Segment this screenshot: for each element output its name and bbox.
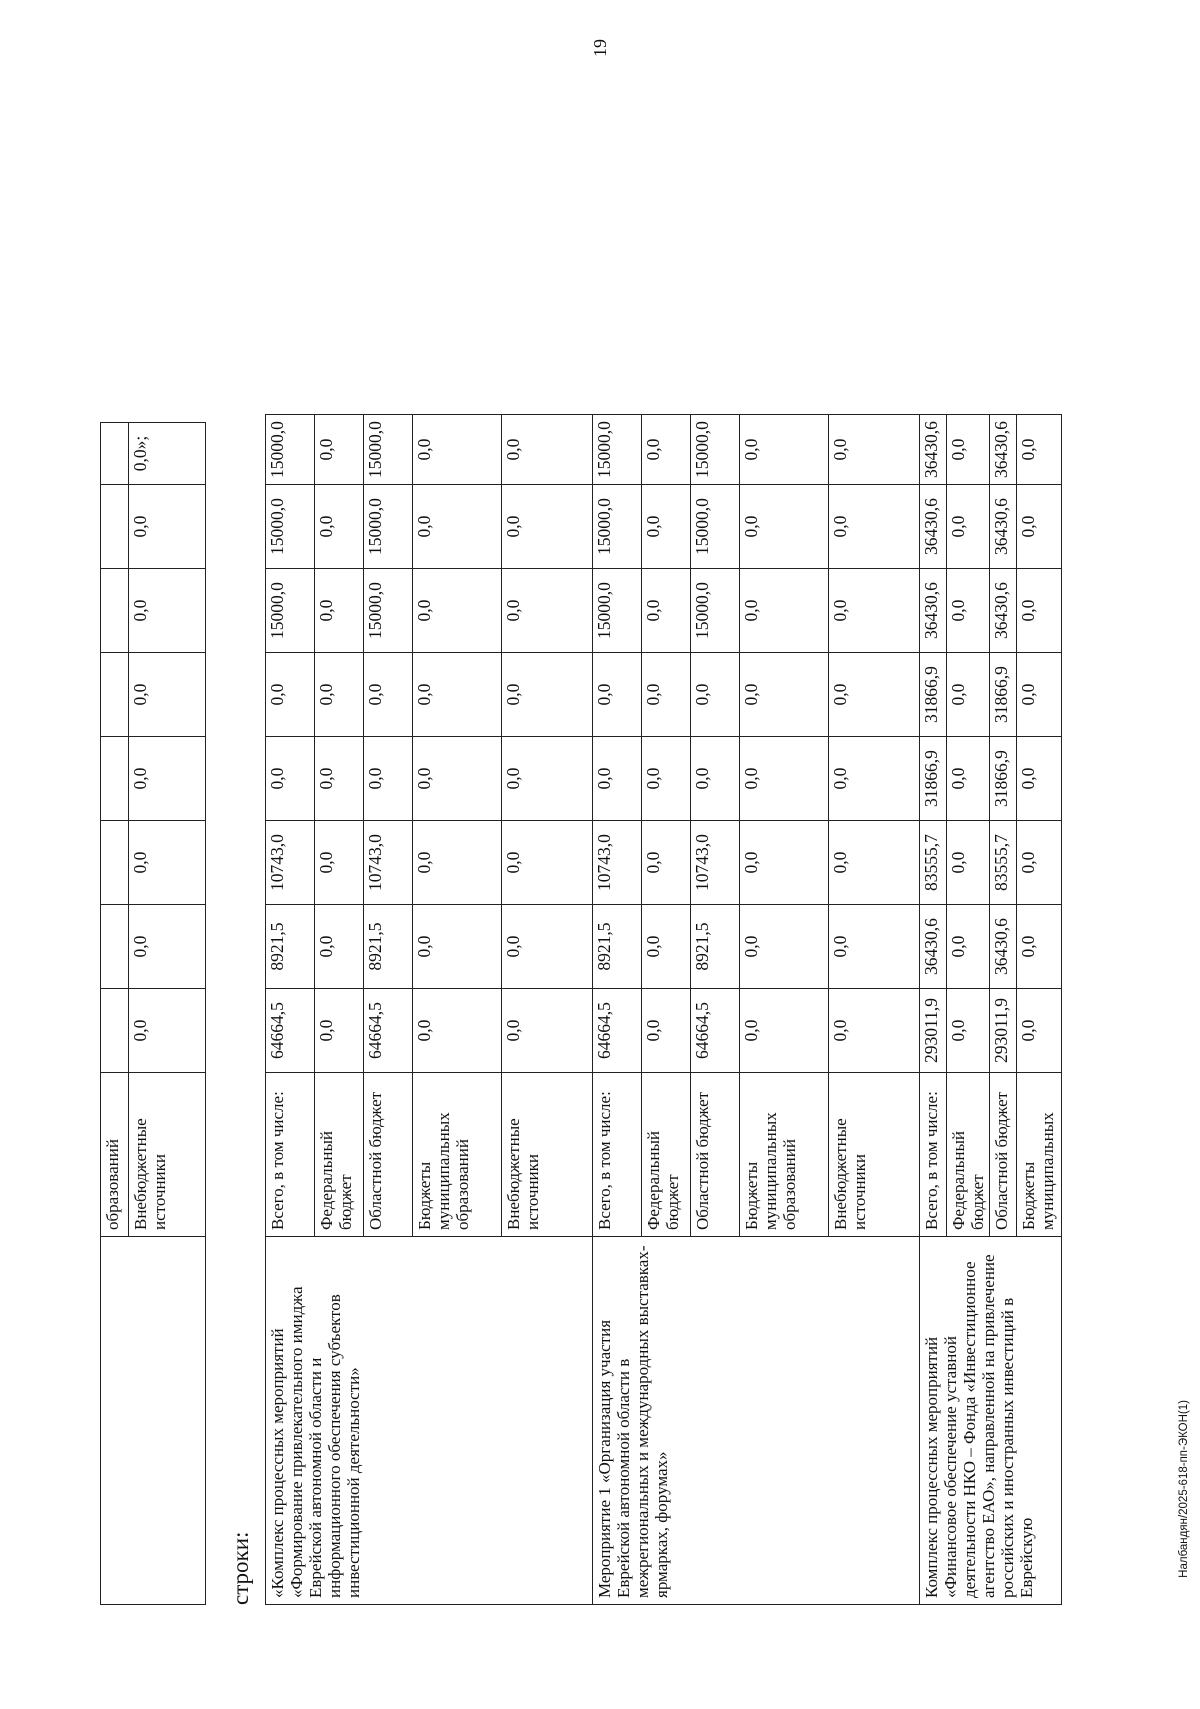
- value-cell: 0,0: [413, 989, 502, 1073]
- value-cell: 83555,7: [920, 821, 947, 905]
- value-cell: 36430,6: [920, 485, 947, 569]
- funding-source-cell: Внебюджетные источники: [502, 1073, 593, 1237]
- value-cell: 0,0: [593, 653, 642, 737]
- funding-source-cell: Областной бюджет: [364, 1073, 413, 1237]
- value-cell: 0,0: [413, 821, 502, 905]
- value-cell: 0,0: [947, 989, 990, 1073]
- value-cell: 10743,0: [266, 821, 315, 905]
- value-cell: 64664,5: [364, 989, 413, 1073]
- value-cell: 0,0: [947, 485, 990, 569]
- footer-document-code: Налбандян/2025-618-пп-ЭКОН(1): [1178, 1400, 1190, 1578]
- value-cell: 0,0: [502, 905, 593, 989]
- value-cell: 0,0: [829, 415, 920, 485]
- value-cell: 0,0: [947, 905, 990, 989]
- value-cell: 15000,0: [691, 415, 740, 485]
- value-cell: 0,0: [829, 569, 920, 653]
- value-cell: 0,0: [947, 737, 990, 821]
- funding-source-cell: Федеральный бюджет: [947, 1073, 990, 1237]
- value-cell: 36430,6: [990, 485, 1017, 569]
- table-row: [593, 415, 642, 1605]
- value-cell: 0,0: [413, 569, 502, 653]
- value-cell: 0,0: [593, 737, 642, 821]
- value-cell: 0,0: [413, 485, 502, 569]
- value-cell: 15000,0: [266, 569, 315, 653]
- value-cell: 15000,0: [691, 569, 740, 653]
- value-cell: 10743,0: [364, 821, 413, 905]
- empty-cell: [101, 1237, 206, 1605]
- value-cell: 0,0: [315, 737, 364, 821]
- measure-title-cell: Комплекс процессных мероприятий «Финансовое обеспечение уставной деятельности НКО – Фонда «Инвестиционное агентство ЕАО», направленной на привлечение российских и иностранных инвестиций в Еврейскую: [920, 1237, 1062, 1605]
- measure-title-cell: Мероприятие 1 «Организация участия Еврейской автономной области в межрегиональных и международных выставках-ярмарках, форумах»: [593, 1237, 920, 1605]
- value-cell: 0,0: [642, 737, 691, 821]
- value-cell: 36430,6: [920, 905, 947, 989]
- value-cell: 36430,6: [920, 569, 947, 653]
- value-cell: 64664,5: [593, 989, 642, 1073]
- value-cell: 293011,9: [920, 989, 947, 1073]
- value-cell: 0,0: [1017, 737, 1062, 821]
- value-cell: 0,0: [502, 821, 593, 905]
- value-cell: 0,0: [1017, 821, 1062, 905]
- value-cell: 0,0: [315, 653, 364, 737]
- value-cell: 0,0: [642, 821, 691, 905]
- value-cell: 31866,9: [990, 737, 1017, 821]
- source-cell: образований: [101, 1073, 129, 1237]
- value-cell: 0,0: [740, 989, 829, 1073]
- value-cell: 0,0: [642, 415, 691, 485]
- value-cell: 15000,0: [593, 569, 642, 653]
- value-cell: 0,0: [740, 653, 829, 737]
- value-cell: 0,0: [502, 485, 593, 569]
- value-cell: 0,0: [315, 485, 364, 569]
- funding-source-cell: Областной бюджет: [990, 1073, 1017, 1237]
- value-cell: 0,0: [642, 569, 691, 653]
- table-row: [920, 415, 947, 1605]
- value-cell: 0,0: [829, 485, 920, 569]
- rotated-page-content: [100, 85, 1130, 1605]
- value-cell: 0,0: [947, 653, 990, 737]
- value-cell: 0,0: [1017, 653, 1062, 737]
- value-cell: 0,0: [829, 989, 920, 1073]
- value-cell: 0,0: [1017, 989, 1062, 1073]
- value-cell: 0,0: [315, 415, 364, 485]
- funding-source-cell: Федеральный бюджет: [315, 1073, 364, 1237]
- value-cell: 0,0: [315, 989, 364, 1073]
- value-cell: 0,0: [740, 905, 829, 989]
- value-cell: 15000,0: [364, 415, 413, 485]
- value-cell: 0,0: [829, 737, 920, 821]
- value-cell: 0,0: [1017, 415, 1062, 485]
- value-cell: 0,0: [364, 737, 413, 821]
- measure-title-cell: «Комплекс процессных мероприятий «Формирование привлекательного имиджа Еврейской автономной области и информационного обеспечения субъектов инвестиционной деятельности»: [266, 1237, 593, 1605]
- value-cell: 0,0: [1017, 485, 1062, 569]
- value-cell: 0,0: [128, 737, 205, 821]
- value-cell: 0,0: [829, 653, 920, 737]
- value-cell: 0,0: [502, 415, 593, 485]
- value-cell: 31866,9: [920, 653, 947, 737]
- value-cell: 0,0: [502, 737, 593, 821]
- value-cell: 0,0: [740, 415, 829, 485]
- funding-source-cell: Бюджеты муниципальных образований: [413, 1073, 502, 1237]
- continuation-table: [100, 422, 206, 1605]
- value-cell: 0,0: [1017, 905, 1062, 989]
- value-cell: 0,0: [413, 737, 502, 821]
- value-cell: 0,0: [266, 737, 315, 821]
- funding-source-cell: Всего, в том числе:: [593, 1073, 642, 1237]
- value-cell: 0,0: [947, 415, 990, 485]
- value-cell: 0,0: [642, 653, 691, 737]
- value-cell: 15000,0: [593, 485, 642, 569]
- value-cell: 0,0: [128, 653, 205, 737]
- value-cell: 0,0: [128, 485, 205, 569]
- value-cell: 0,0: [1017, 569, 1062, 653]
- value-cell: 0,0: [502, 989, 593, 1073]
- source-cell: Внебюджетные источники: [128, 1073, 205, 1237]
- value-cell: 0,0: [315, 569, 364, 653]
- funding-source-cell: Всего, в том числе:: [266, 1073, 315, 1237]
- table-row: [266, 415, 315, 1605]
- value-cell: 15000,0: [691, 485, 740, 569]
- value-cell: 15000,0: [266, 415, 315, 485]
- value-cell: 64664,5: [691, 989, 740, 1073]
- value-cell: 0,0: [740, 485, 829, 569]
- funding-source-cell: Бюджеты муниципальных образований: [740, 1073, 829, 1237]
- value-cell: 0,0: [128, 821, 205, 905]
- value-cell: 8921,5: [364, 905, 413, 989]
- funding-source-cell: Всего, в том числе:: [920, 1073, 947, 1237]
- value-cell: 0,0: [642, 989, 691, 1073]
- value-cell: 15000,0: [266, 485, 315, 569]
- value-cell: 0,0: [642, 905, 691, 989]
- funding-table: [265, 414, 1062, 1605]
- value-cell: 83555,7: [990, 821, 1017, 905]
- value-cell: 0,0: [128, 989, 205, 1073]
- value-cell: 8921,5: [691, 905, 740, 989]
- value-cell: 36430,6: [990, 905, 1017, 989]
- value-cell: 8921,5: [593, 905, 642, 989]
- value-cell: 0,0: [413, 905, 502, 989]
- table-row: [101, 423, 129, 1605]
- value-cell: 0,0: [413, 653, 502, 737]
- value-cell: 31866,9: [920, 737, 947, 821]
- value-cell: 31866,9: [990, 653, 1017, 737]
- funding-source-cell: Бюджеты муниципальных: [1017, 1073, 1062, 1237]
- value-cell: 0,0: [691, 737, 740, 821]
- page-number: 19: [590, 39, 610, 57]
- value-cell: 15000,0: [364, 569, 413, 653]
- value-cell: 0,0: [740, 821, 829, 905]
- value-cell: 0,0: [740, 737, 829, 821]
- value-cell: 0,0: [947, 821, 990, 905]
- value-cell: 8921,5: [266, 905, 315, 989]
- funding-source-cell: Внебюджетные источники: [829, 1073, 920, 1237]
- value-cell: 0,0: [364, 653, 413, 737]
- value-cell: 0,0: [947, 569, 990, 653]
- value-cell: 0,0: [128, 905, 205, 989]
- value-cell: 10743,0: [593, 821, 642, 905]
- value-cell: 36430,6: [990, 415, 1017, 485]
- value-cell: 0,0: [413, 415, 502, 485]
- value-cell: 64664,5: [266, 989, 315, 1073]
- value-cell: 0,0: [315, 821, 364, 905]
- value-cell: 0,0: [315, 905, 364, 989]
- value-cell: 0,0: [502, 653, 593, 737]
- value-cell: 0,0»;: [128, 423, 205, 485]
- value-cell: 0,0: [266, 653, 315, 737]
- funding-source-cell: Областной бюджет: [691, 1073, 740, 1237]
- value-cell: 36430,6: [920, 415, 947, 485]
- value-cell: 15000,0: [364, 485, 413, 569]
- value-cell: 10743,0: [691, 821, 740, 905]
- funding-source-cell: Федеральный бюджет: [642, 1073, 691, 1237]
- value-cell: 15000,0: [593, 415, 642, 485]
- value-cell: 293011,9: [990, 989, 1017, 1073]
- value-cell: 0,0: [691, 653, 740, 737]
- value-cell: 0,0: [829, 905, 920, 989]
- strings-label: строки:: [228, 1531, 253, 1605]
- value-cell: 0,0: [740, 569, 829, 653]
- value-cell: 36430,6: [990, 569, 1017, 653]
- value-cell: 0,0: [502, 569, 593, 653]
- value-cell: 0,0: [642, 485, 691, 569]
- value-cell: 0,0: [128, 569, 205, 653]
- value-cell: 0,0: [829, 821, 920, 905]
